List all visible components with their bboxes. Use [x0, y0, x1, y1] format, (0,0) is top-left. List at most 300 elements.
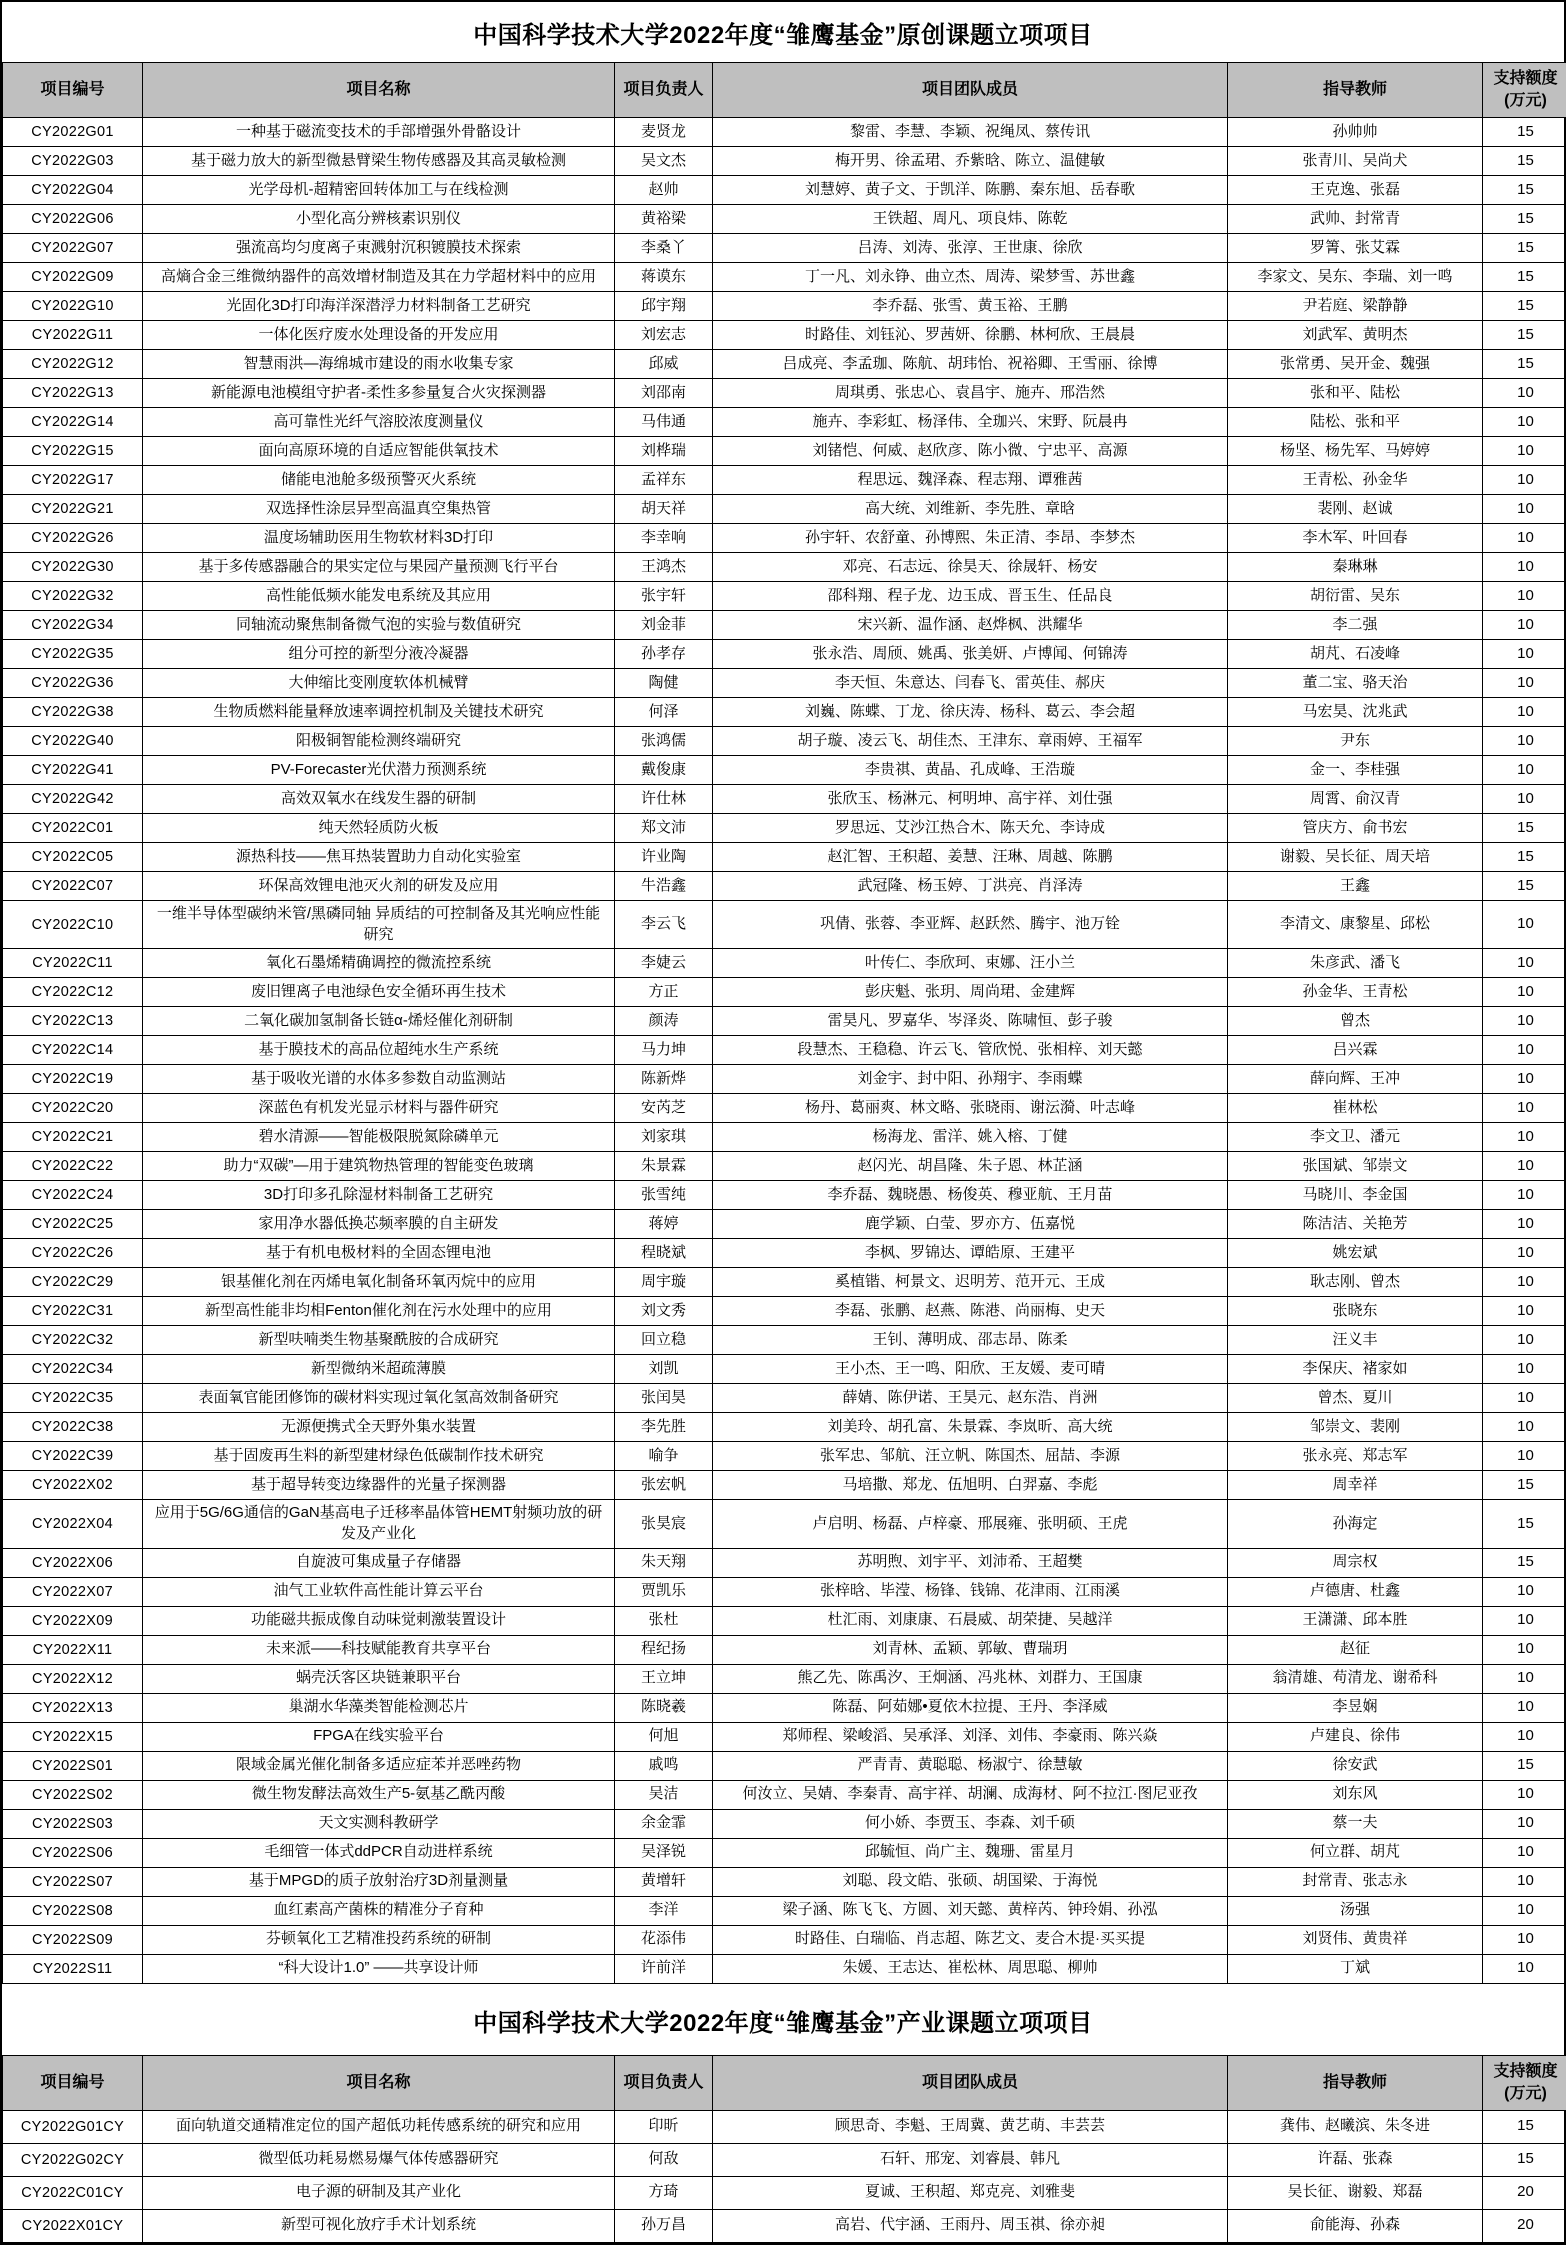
project-id-cell: CY2022C39	[3, 1442, 143, 1471]
project-name-header: 项目名称	[143, 63, 615, 118]
advisors-cell: 孙海定	[1228, 1500, 1483, 1548]
advisors-cell: 孙帅帅	[1228, 118, 1483, 147]
header-row	[3, 2055, 1566, 2110]
amount-cell: 10	[1483, 1838, 1566, 1867]
project-name-cell: 阳极铜智能检测终端研究	[143, 727, 615, 756]
table-row	[3, 1413, 1566, 1442]
project-name-cell: 高效双氧水在线发生器的研制	[143, 785, 615, 814]
leader-cell: 马伟通	[615, 408, 713, 437]
advisors-cell: 俞能海、孙森	[1228, 2209, 1483, 2242]
amount-cell: 15	[1483, 1500, 1566, 1548]
advisors-cell: 陆松、张和平	[1228, 408, 1483, 437]
leader-cell: 郑文沛	[615, 814, 713, 843]
project-id-cell: CY2022G11	[3, 321, 143, 350]
members-cell: 丁一凡、刘永铮、曲立杰、周涛、梁梦雪、苏世鑫	[713, 263, 1228, 292]
leader-cell: 李幸响	[615, 524, 713, 553]
project-id-cell: CY2022C26	[3, 1239, 143, 1268]
amount-cell: 10	[1483, 495, 1566, 524]
table-row	[3, 582, 1566, 611]
project-id-cell: CY2022G10	[3, 292, 143, 321]
table-row	[3, 1925, 1566, 1954]
leader-cell: 刘宏志	[615, 321, 713, 350]
project-name-cell: 基于有机电极材料的全固态锂电池	[143, 1239, 615, 1268]
table-row	[3, 263, 1566, 292]
project-id-cell: CY2022G15	[3, 437, 143, 466]
table-row	[3, 1635, 1566, 1664]
project-id-cell: CY2022G12	[3, 350, 143, 379]
amount-cell: 10	[1483, 379, 1566, 408]
members-cell: 杨丹、葛丽爽、林文略、张晓雨、谢沄漪、叶志峰	[713, 1094, 1228, 1123]
advisors-cell: 邹崇文、裴刚	[1228, 1413, 1483, 1442]
members-cell: 郑师程、梁峻滔、吴承泽、刘泽、刘伟、李豪雨、陈兴焱	[713, 1722, 1228, 1751]
amount-cell: 10	[1483, 1065, 1566, 1094]
leader-cell: 孟祥东	[615, 466, 713, 495]
project-name-cell: 光固化3D打印海洋深潜浮力材料制备工艺研究	[143, 292, 615, 321]
table-row	[3, 756, 1566, 785]
amount-cell: 10	[1483, 1355, 1566, 1384]
amount-cell: 15	[1483, 292, 1566, 321]
project-id-cell: CY2022C19	[3, 1065, 143, 1094]
members-cell: 时路佳、刘钰沁、罗茜妍、徐鹏、林柯欣、王晨晨	[713, 321, 1228, 350]
project-name-cell: 纯天然轻质防火板	[143, 814, 615, 843]
project-name-cell: 双选择性涂层异型高温真空集热管	[143, 495, 615, 524]
table-row	[3, 1268, 1566, 1297]
project-id-cell: CY2022C11	[3, 949, 143, 978]
project-id-header: 项目编号	[3, 63, 143, 118]
advisors-cell: 裴刚、赵诚	[1228, 495, 1483, 524]
amount-cell: 10	[1483, 611, 1566, 640]
advisors-cell: 尹东	[1228, 727, 1483, 756]
members-cell: 李乔磊、魏晓愚、杨俊英、穆亚航、王月苗	[713, 1181, 1228, 1210]
members-cell: 熊乙先、陈禹汐、王炯涵、冯兆林、刘群力、王国康	[713, 1664, 1228, 1693]
project-name-cell: 智慧雨洪—海绵城市建设的雨水收集专家	[143, 350, 615, 379]
table-row	[3, 1384, 1566, 1413]
project-id-cell: CY2022G26	[3, 524, 143, 553]
members-cell: 施卉、李彩虹、杨泽伟、全珈兴、宋野、阮晨冉	[713, 408, 1228, 437]
members-cell: 赵闪光、胡昌隆、朱子恩、林芷涵	[713, 1152, 1228, 1181]
leader-cell: 邱威	[615, 350, 713, 379]
table-row	[3, 466, 1566, 495]
leader-cell: 张杜	[615, 1606, 713, 1635]
amount-cell: 10	[1483, 1925, 1566, 1954]
leader-cell: 刘文秀	[615, 1297, 713, 1326]
leader-cell: 吴文杰	[615, 147, 713, 176]
advisors-cell: 张国斌、邹崇文	[1228, 1152, 1483, 1181]
members-cell: 巩倩、张蓉、李亚辉、赵跃然、腾宇、池万铨	[713, 901, 1228, 949]
project-name-cell: 银基催化剂在丙烯电氧化制备环氧丙烷中的应用	[143, 1268, 615, 1297]
members-header: 项目团队成员	[713, 63, 1228, 118]
advisors-cell: 李家文、吴东、李瑞、刘一鸣	[1228, 263, 1483, 292]
leader-cell: 陶健	[615, 669, 713, 698]
project-name-cell: 天文实测科教研学	[143, 1809, 615, 1838]
project-id-cell: CY2022G14	[3, 408, 143, 437]
project-name-cell: 基于超导转变边缘器件的光量子探测器	[143, 1471, 615, 1500]
project-id-cell: CY2022G01	[3, 118, 143, 147]
leader-cell: 张雪纯	[615, 1181, 713, 1210]
members-cell: 卢启明、杨磊、卢梓豪、邢展雍、张明硕、王虎	[713, 1500, 1228, 1548]
amount-cell: 10	[1483, 1577, 1566, 1606]
advisors-cell: 封常青、张志永	[1228, 1867, 1483, 1896]
project-name-cell: 功能磁共振成像自动味觉刺激装置设计	[143, 1606, 615, 1635]
project-name-cell: 一维半导体型碳纳米管/黑磷同轴 异质结的可控制备及其光响应性能研究	[143, 901, 615, 949]
members-cell: 石轩、邢宠、刘睿晨、韩凡	[713, 2143, 1228, 2176]
table-row	[3, 698, 1566, 727]
leader-cell: 李洋	[615, 1896, 713, 1925]
members-cell: 邓亮、石志远、徐昊天、徐晟轩、杨安	[713, 553, 1228, 582]
leader-cell: 许业陶	[615, 843, 713, 872]
project-name-cell: 环保高效锂电池灭火剂的研发及应用	[143, 872, 615, 901]
leader-cell: 朱景霖	[615, 1152, 713, 1181]
members-cell: 张永浩、周颀、姚禹、张美妍、卢博闻、何锦涛	[713, 640, 1228, 669]
table-row	[3, 321, 1566, 350]
advisors-cell: 吕兴霖	[1228, 1036, 1483, 1065]
advisors-cell: 王克逸、张磊	[1228, 176, 1483, 205]
advisors-cell: 汪义丰	[1228, 1326, 1483, 1355]
leader-cell: 王鸿杰	[615, 553, 713, 582]
leader-cell: 陈新烨	[615, 1065, 713, 1094]
members-cell: 李乔磊、张雪、黄玉裕、王鹏	[713, 292, 1228, 321]
table-row	[3, 176, 1566, 205]
project-name-cell: 高性能低频水能发电系统及其应用	[143, 582, 615, 611]
original-projects-table	[2, 62, 1566, 1984]
advisors-cell: 刘贤伟、黄贵祥	[1228, 1925, 1483, 1954]
table-row	[3, 1780, 1566, 1809]
advisors-cell: 王潇潇、邱本胜	[1228, 1606, 1483, 1635]
advisors-cell: 刘武军、黄明杰	[1228, 321, 1483, 350]
project-name-cell: 应用于5G/6G通信的GaN基高电子迁移率晶体管HEMT射频功放的研发及产业化	[143, 1500, 615, 1548]
amount-cell: 10	[1483, 640, 1566, 669]
members-cell: 彭庆魁、张玥、周尚珺、金建辉	[713, 978, 1228, 1007]
advisors-cell: 张晓东	[1228, 1297, 1483, 1326]
leader-cell: 李桑丫	[615, 234, 713, 263]
project-id-cell: CY2022C38	[3, 1413, 143, 1442]
members-cell: 李磊、张鹏、赵燕、陈港、尚丽梅、史天	[713, 1297, 1228, 1326]
project-id-cell: CY2022G34	[3, 611, 143, 640]
project-name-cell: 油气工业软件高性能计算云平台	[143, 1577, 615, 1606]
members-cell: 李枫、罗锦达、谭皓原、王建平	[713, 1239, 1228, 1268]
advisors-cell: 张永亮、郑志军	[1228, 1442, 1483, 1471]
table-row	[3, 1867, 1566, 1896]
advisors-cell: 朱彦武、潘飞	[1228, 949, 1483, 978]
amount-cell: 15	[1483, 872, 1566, 901]
project-id-cell: CY2022G13	[3, 379, 143, 408]
table-row	[3, 2110, 1566, 2143]
members-cell: 刘青林、孟颖、郭敏、曹瑞玥	[713, 1635, 1228, 1664]
project-id-cell: CY2022G35	[3, 640, 143, 669]
project-name-cell: 基于膜技术的高品位超纯水生产系统	[143, 1036, 615, 1065]
project-id-cell: CY2022C29	[3, 1268, 143, 1297]
table-row	[3, 1577, 1566, 1606]
project-id-cell: CY2022G38	[3, 698, 143, 727]
project-name-cell: 深蓝色有机发光显示材料与器件研究	[143, 1094, 615, 1123]
table-row	[3, 408, 1566, 437]
project-id-cell: CY2022X04	[3, 1500, 143, 1548]
leader-cell: 孙孝存	[615, 640, 713, 669]
advisors-cell: 李保庆、褚家如	[1228, 1355, 1483, 1384]
table-row	[3, 1693, 1566, 1722]
project-id-cell: CY2022X07	[3, 1577, 143, 1606]
amount-cell: 10	[1483, 1123, 1566, 1152]
leader-cell: 李云飞	[615, 901, 713, 949]
table-row	[3, 611, 1566, 640]
project-name-cell: 储能电池舱多级预警灭火系统	[143, 466, 615, 495]
amount-cell: 10	[1483, 1007, 1566, 1036]
project-name-cell: 新型高性能非均相Fenton催化剂在污水处理中的应用	[143, 1297, 615, 1326]
amount-cell: 10	[1483, 582, 1566, 611]
members-cell: 吕成亮、李孟珈、陈航、胡玮怡、祝裕卿、王雪丽、徐博	[713, 350, 1228, 379]
amount-header: 支持额度(万元)	[1483, 63, 1566, 118]
project-name-cell: 碧水清源——智能极限脱氮除磷单元	[143, 1123, 615, 1152]
members-cell: 赵汇智、王积超、姜慧、汪琳、周越、陈鹏	[713, 843, 1228, 872]
amount-cell: 10	[1483, 949, 1566, 978]
leader-cell: 张宏帆	[615, 1471, 713, 1500]
amount-cell: 10	[1483, 727, 1566, 756]
amount-cell: 15	[1483, 350, 1566, 379]
table-row	[3, 1007, 1566, 1036]
amount-cell: 10	[1483, 553, 1566, 582]
table-row	[3, 524, 1566, 553]
advisors-cell: 蔡一夫	[1228, 1809, 1483, 1838]
leader-cell: 蒋谟东	[615, 263, 713, 292]
amount-cell: 10	[1483, 1268, 1566, 1297]
table-row	[3, 1297, 1566, 1326]
leader-cell: 刘桦瑞	[615, 437, 713, 466]
project-id-cell: CY2022S07	[3, 1867, 143, 1896]
section2-title: 中国科学技术大学2022年度“雏鹰基金”产业课题立项项目	[2, 1984, 1564, 2055]
advisors-cell: 张和平、陆松	[1228, 379, 1483, 408]
members-cell: 胡子璇、凌云飞、胡佳杰、王津东、章雨婷、王福军	[713, 727, 1228, 756]
advisors-cell: 秦琳琳	[1228, 553, 1483, 582]
table-header-row	[3, 2055, 1566, 2110]
amount-cell: 10	[1483, 1094, 1566, 1123]
leader-cell: 陈晓羲	[615, 1693, 713, 1722]
project-id-cell: CY2022G17	[3, 466, 143, 495]
project-id-cell: CY2022S09	[3, 1925, 143, 1954]
table-row	[3, 147, 1566, 176]
advisors-cell: 谢毅、吴长征、周天培	[1228, 843, 1483, 872]
members-cell: 李贵祺、黄晶、孔成峰、王浩璇	[713, 756, 1228, 785]
leader-cell: 许前洋	[615, 1954, 713, 1983]
amount-cell: 15	[1483, 814, 1566, 843]
amount-cell: 15	[1483, 176, 1566, 205]
project-id-cell: CY2022C10	[3, 901, 143, 949]
leader-cell: 刘邵南	[615, 379, 713, 408]
leader-cell: 吴泽锐	[615, 1838, 713, 1867]
members-cell: 刘慧婷、黄子文、于凯洋、陈鹏、秦东旭、岳春歌	[713, 176, 1228, 205]
members-cell: 马培撒、郑龙、伍旭明、白羿嘉、李彪	[713, 1471, 1228, 1500]
advisors-cell: 李二强	[1228, 611, 1483, 640]
project-id-cell: CY2022G32	[3, 582, 143, 611]
project-name-cell: 电子源的研制及其产业化	[143, 2176, 615, 2209]
project-name-cell: 基于吸收光谱的水体多参数自动监测站	[143, 1065, 615, 1094]
members-cell: 张军忠、邹航、汪立帆、陈国杰、屈喆、李源	[713, 1442, 1228, 1471]
amount-cell: 10	[1483, 1036, 1566, 1065]
advisors-cell: 周幸祥	[1228, 1471, 1483, 1500]
amount-cell: 10	[1483, 466, 1566, 495]
amount-cell: 20	[1483, 2176, 1566, 2209]
advisors-cell: 罗箐、张艾霖	[1228, 234, 1483, 263]
members-cell: 顾思奇、李魁、王周冀、黄艺萌、丰芸芸	[713, 2110, 1228, 2143]
amount-cell: 10	[1483, 1722, 1566, 1751]
leader-cell: 程晓斌	[615, 1239, 713, 1268]
project-id-cell: CY2022C01	[3, 814, 143, 843]
leader-cell: 孙万昌	[615, 2209, 713, 2242]
members-cell: 罗思远、艾沙江热合木、陈天允、李诗成	[713, 814, 1228, 843]
members-cell: 朱媛、王志达、崔松林、周思聪、柳帅	[713, 1954, 1228, 1983]
advisors-cell: 周宗权	[1228, 1548, 1483, 1577]
leader-cell: 戚鸣	[615, 1751, 713, 1780]
table-row	[3, 379, 1566, 408]
table-row	[3, 292, 1566, 321]
leader-cell: 黄裕梁	[615, 205, 713, 234]
amount-cell: 10	[1483, 437, 1566, 466]
leader-cell: 张鸿儒	[615, 727, 713, 756]
leader-cell: 邱宇翔	[615, 292, 713, 321]
project-name-cell: 基于磁力放大的新型微悬臂梁生物传感器及其高灵敏检测	[143, 147, 615, 176]
project-name-cell: 微生物发酵法高效生产5-氨基乙酰丙酸	[143, 1780, 615, 1809]
members-cell: 梅开男、徐孟珺、乔紫晗、陈立、温健敏	[713, 147, 1228, 176]
amount-cell: 10	[1483, 669, 1566, 698]
table-row	[3, 1548, 1566, 1577]
members-cell: 杜汇雨、刘康康、石晨威、胡荣捷、吴越洋	[713, 1606, 1228, 1635]
leader-cell: 花添伟	[615, 1925, 713, 1954]
table-row	[3, 814, 1566, 843]
project-name-cell: 芬顿氧化工艺精准投药系统的研制	[143, 1925, 615, 1954]
table-row	[3, 437, 1566, 466]
project-name-cell: 新型微纳米超疏薄膜	[143, 1355, 615, 1384]
members-cell: 何小娇、李贾玉、李森、刘千硕	[713, 1809, 1228, 1838]
table-row	[3, 2176, 1566, 2209]
advisors-cell: 丁斌	[1228, 1954, 1483, 1983]
members-cell: 黎雷、李慧、李颖、祝绳凤、蔡传讯	[713, 118, 1228, 147]
project-name-cell: 面向高原环境的自适应智能供氧技术	[143, 437, 615, 466]
table-row	[3, 205, 1566, 234]
members-cell: 刘聪、段文皓、张硕、胡国梁、于海悦	[713, 1867, 1228, 1896]
members-header: 项目团队成员	[713, 2055, 1228, 2110]
amount-cell: 10	[1483, 1210, 1566, 1239]
leader-cell: 牛浩鑫	[615, 872, 713, 901]
project-name-cell: 限域金属光催化制备多适应症苯并恶唑药物	[143, 1751, 615, 1780]
members-cell: 叶传仁、李欣珂、束娜、汪小兰	[713, 949, 1228, 978]
members-cell: 王钊、薄明成、邵志昂、陈柔	[713, 1326, 1228, 1355]
amount-cell: 10	[1483, 524, 1566, 553]
project-id-cell: CY2022C12	[3, 978, 143, 1007]
amount-cell: 10	[1483, 408, 1566, 437]
table-row	[3, 350, 1566, 379]
project-id-cell: CY2022X01CY	[3, 2209, 143, 2242]
project-id-cell: CY2022C13	[3, 1007, 143, 1036]
advisors-cell: 孙金华、王青松	[1228, 978, 1483, 1007]
table-row	[3, 669, 1566, 698]
members-cell: 杨海龙、雷洋、姚入榕、丁健	[713, 1123, 1228, 1152]
advisors-cell: 吴长征、谢毅、郑磊	[1228, 2176, 1483, 2209]
table-row	[3, 1152, 1566, 1181]
amount-cell: 15	[1483, 2143, 1566, 2176]
project-name-header: 项目名称	[143, 2055, 615, 2110]
project-id-cell: CY2022X06	[3, 1548, 143, 1577]
project-id-cell: CY2022C24	[3, 1181, 143, 1210]
amount-cell: 20	[1483, 2209, 1566, 2242]
advisors-cell: 胡芃、石凌峰	[1228, 640, 1483, 669]
amount-cell: 15	[1483, 234, 1566, 263]
project-name-cell: 光学母机-超精密回转体加工与在线检测	[143, 176, 615, 205]
leader-header: 项目负责人	[615, 2055, 713, 2110]
members-cell: 薛婧、陈伊诺、王昊元、赵东浩、肖洲	[713, 1384, 1228, 1413]
leader-cell: 麦贤龙	[615, 118, 713, 147]
leader-cell: 程纪扬	[615, 1635, 713, 1664]
project-name-cell: 新型呋喃类生物基聚酰胺的合成研究	[143, 1326, 615, 1355]
advisors-cell: 马晓川、李金国	[1228, 1181, 1483, 1210]
members-cell: 鹿学颖、白莹、罗亦方、伍嘉悦	[713, 1210, 1228, 1239]
project-name-cell: 新型可视化放疗手术计划系统	[143, 2209, 615, 2242]
advisors-cell: 陈洁洁、关艳芳	[1228, 1210, 1483, 1239]
table-row	[3, 978, 1566, 1007]
project-id-cell: CY2022C07	[3, 872, 143, 901]
table-row	[3, 949, 1566, 978]
amount-cell: 15	[1483, 1471, 1566, 1500]
advisors-cell: 王青松、孙金华	[1228, 466, 1483, 495]
project-id-cell: CY2022C31	[3, 1297, 143, 1326]
leader-cell: 刘凯	[615, 1355, 713, 1384]
project-name-cell: 氧化石墨烯精确调控的微流控系统	[143, 949, 615, 978]
project-id-cell: CY2022X13	[3, 1693, 143, 1722]
members-cell: 武冠隆、杨玉婷、丁洪亮、肖泽涛	[713, 872, 1228, 901]
amount-cell: 10	[1483, 1954, 1566, 1983]
leader-cell: 颜涛	[615, 1007, 713, 1036]
project-id-cell: CY2022C21	[3, 1123, 143, 1152]
project-id-cell: CY2022C22	[3, 1152, 143, 1181]
project-name-cell: 基于多传感器融合的果实定位与果园产量预测飞行平台	[143, 553, 615, 582]
leader-cell: 张闰昊	[615, 1384, 713, 1413]
project-name-cell: FPGA在线实验平台	[143, 1722, 615, 1751]
amount-cell: 15	[1483, 205, 1566, 234]
amount-cell: 15	[1483, 147, 1566, 176]
project-name-cell: 助力“双碳”—用于建筑物热管理的智能变色玻璃	[143, 1152, 615, 1181]
table-row	[3, 1500, 1566, 1548]
project-id-cell: CY2022C25	[3, 1210, 143, 1239]
project-id-cell: CY2022S01	[3, 1751, 143, 1780]
project-name-cell: 高可靠性光纤气溶胶浓度测量仪	[143, 408, 615, 437]
leader-cell: 张宇轩	[615, 582, 713, 611]
advisors-cell: 卢德唐、杜鑫	[1228, 1577, 1483, 1606]
table-row	[3, 1838, 1566, 1867]
project-id-cell: CY2022G36	[3, 669, 143, 698]
advisors-cell: 薛向辉、王冲	[1228, 1065, 1483, 1094]
amount-cell: 10	[1483, 1152, 1566, 1181]
project-name-cell: 基于固废再生料的新型建材绿色低碳制作技术研究	[143, 1442, 615, 1471]
advisors-cell: 汤强	[1228, 1896, 1483, 1925]
leader-cell: 余金霏	[615, 1809, 713, 1838]
table-row	[3, 727, 1566, 756]
leader-cell: 许仕林	[615, 785, 713, 814]
amount-cell: 10	[1483, 1297, 1566, 1326]
project-id-cell: CY2022S03	[3, 1809, 143, 1838]
members-cell: 张欣玉、杨淋元、柯明坤、高宇祥、刘仕强	[713, 785, 1228, 814]
amount-cell: 15	[1483, 118, 1566, 147]
leader-cell: 胡天祥	[615, 495, 713, 524]
project-id-cell: CY2022G41	[3, 756, 143, 785]
project-id-header: 项目编号	[3, 2055, 143, 2110]
amount-cell: 10	[1483, 978, 1566, 1007]
amount-cell: 10	[1483, 1239, 1566, 1268]
advisors-cell: 耿志刚、曾杰	[1228, 1268, 1483, 1297]
project-id-cell: CY2022G07	[3, 234, 143, 263]
leader-cell: 喻争	[615, 1442, 713, 1471]
table-body	[3, 118, 1566, 1984]
table-row	[3, 872, 1566, 901]
advisors-cell: 尹若庭、梁静静	[1228, 292, 1483, 321]
leader-cell: 赵帅	[615, 176, 713, 205]
